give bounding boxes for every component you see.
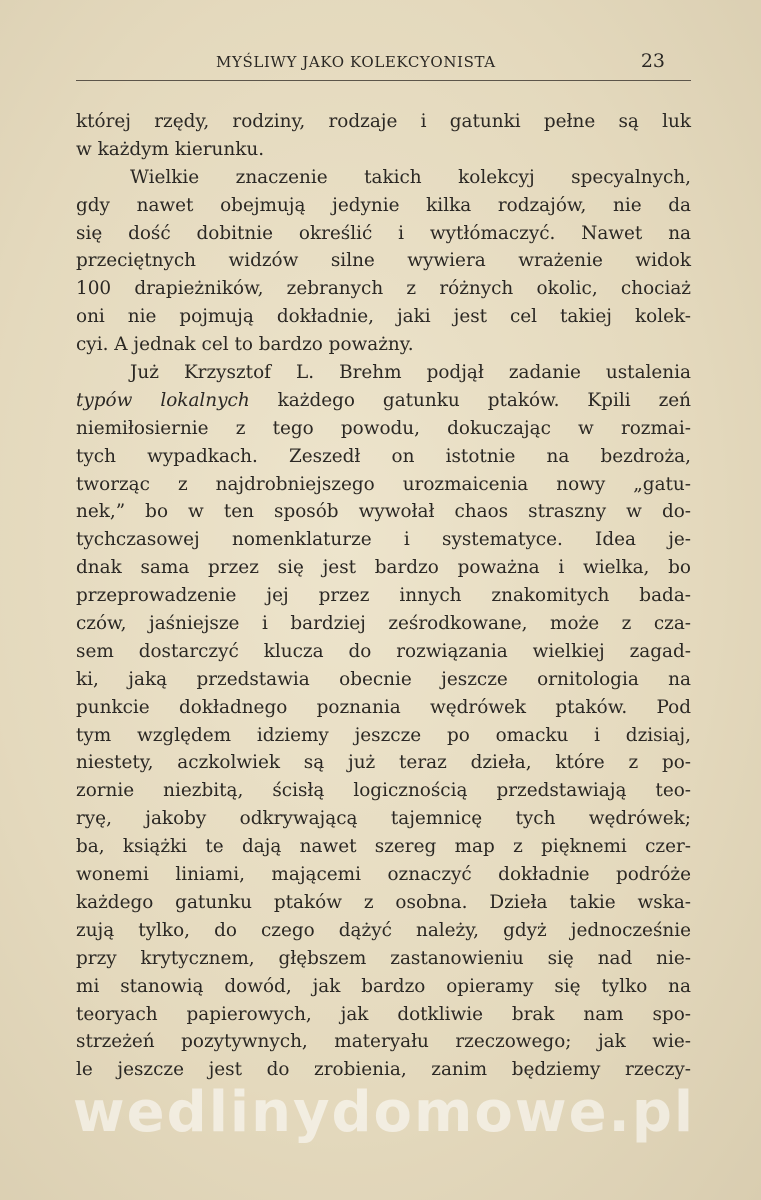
text-line: oni nie pojmują dokładnie, jaki jest cel takiej kolek- — [76, 306, 691, 328]
body-text — [76, 108, 691, 1084]
watermark: wedlinydomowe.pl — [72, 1080, 696, 1145]
text-line-with-italic — [76, 387, 691, 415]
text-line: mi stanowią dowód, jak bardzo opieramy się tylko na — [76, 975, 691, 997]
text-line: le jeszcze jest do zrobienia, zanim będziemy rzeczy- — [76, 1059, 691, 1081]
header-rule — [76, 80, 691, 81]
text-line: w każdym kierunku. — [76, 138, 265, 160]
page-header — [76, 50, 691, 76]
text-line: cyi. A jednak cel to bardzo poważny. — [76, 334, 414, 356]
text-line: której rzędy, rodziny, rodzaje i gatunki pełne są luk — [76, 111, 691, 132]
running-head: MYŚLIWY JAKO KOLEKCYONISTA — [216, 53, 496, 71]
italic-phrase: typów lokalnych — [76, 389, 250, 411]
text-line: przeprowadzenie jej przez innych znakomitych bada- — [76, 585, 691, 607]
text-line: niestety, aczkolwiek są już teraz dzieła, które z po- — [76, 752, 691, 774]
text-line: dnak sama przez się jest bardzo poważna i wielka, bo — [76, 557, 691, 579]
text-line: ba, książki te dają nawet szereg map z pięknemi czer- — [76, 836, 691, 858]
text-line: tychczasowej nomenklaturze i systematyce. Idea je- — [76, 529, 691, 551]
text-line: zornie niezbitą, ścisłą logicznością przedstawiają teo- — [76, 780, 691, 802]
text-line: Wielkie znaczenie takich kolekcyj specyalnych, — [130, 166, 691, 188]
text-line: przy krytycznem, głębszem zastanowieniu się nad nie- — [76, 947, 691, 969]
text-line: 100 drapieżników, zebranych z różnych okolic, chociaż — [76, 278, 691, 300]
text-line: niemiłosiernie z tego powodu, dokuczając w rozmai- — [76, 417, 691, 439]
text-line: tym względem idziemy jeszcze po omacku i dzisiaj, — [76, 724, 691, 746]
text-line: tych wypadkach. Zeszedł on istotnie na bezdroża, — [76, 445, 691, 467]
text-line: teoryach papierowych, jak dotkliwie brak nam spo- — [76, 1003, 691, 1025]
text-line: strzeżeń pozytywnych, materyału rzeczowego; jak wie- — [76, 1031, 691, 1053]
text-line: zują tylko, do czego dążyć należy, gdyż jednocześnie — [76, 919, 691, 941]
text-line: tworząc z najdrobniejszego urozmaicenia nowy „gatu- — [76, 473, 691, 495]
text-line: każdego gatunku ptaków z osobna. Dzieła takie wska- — [76, 891, 691, 913]
text-line: ki, jaką przedstawia obecnie jeszcze ornitologia na — [76, 668, 691, 690]
text-line: czów, jaśniejsze i bardziej ześrodkowane, może z cza- — [76, 613, 691, 635]
text-line: punkcie dokładnego poznania wędrówek ptaków. Pod — [76, 696, 691, 718]
text-line: Już Krzysztof L. Brehm podjął zadanie ustalenia — [130, 362, 691, 384]
line-rest: każdego gatunku ptaków. Kpili zeń — [277, 389, 691, 411]
text-line: nek,” bo w ten sposób wywołał chaos straszny w do- — [76, 501, 691, 523]
text-line: gdy nawet obejmują jedynie kilka rodzajów, nie da — [76, 194, 691, 216]
text-line: się dość dobitnie określić i wytłómaczyć. Nawet na — [76, 222, 691, 244]
text-line: ryę, jakoby odkrywającą tajemnicę tych wędrówek; — [76, 808, 691, 830]
page-number: 23 — [640, 50, 665, 72]
text-line: wonemi liniami, mającemi oznaczyć dokładnie podróże — [76, 864, 691, 886]
text-line: sem dostarczyć klucza do rozwiązania wielkiej zagad- — [76, 640, 691, 662]
text-line: przeciętnych widzów silne wywiera wrażenie widok — [76, 250, 691, 272]
